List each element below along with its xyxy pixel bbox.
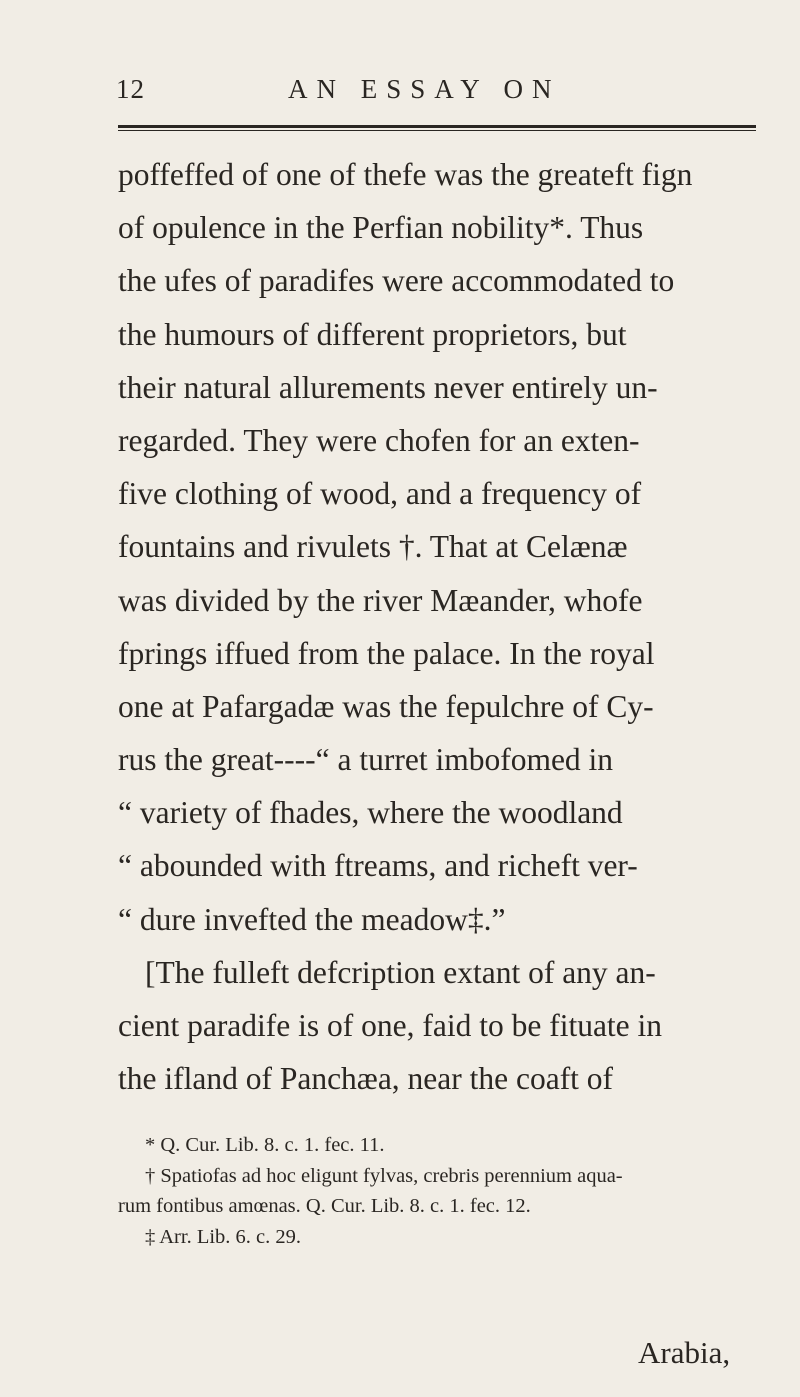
text-line: their natural allurements never entirely un-	[118, 369, 658, 405]
text-line: the humours of different proprietors, but	[118, 316, 627, 352]
text-line: of opulence in the Perfian nobility*. Thus	[118, 210, 644, 246]
footnote: † Spatiofas ad hoc eligunt fylvas, crebris perennium aqua-	[145, 1164, 623, 1187]
text-line: fprings iffued from the palace. In the royal	[118, 635, 655, 671]
text-line: the ufes of paradifes were accommodated to	[118, 263, 675, 299]
text-line: “ abounded with ftreams, and richeft ver-	[118, 848, 638, 884]
text-line: “ variety of fhades, where the woodland	[118, 795, 623, 831]
page-header	[116, 74, 756, 114]
footnote-continuation: rum fontibus amœnas. Q. Cur. Lib. 8. c. 1. fec. 12.	[118, 1195, 531, 1217]
text-line: five clothing of wood, and a frequency of	[118, 476, 642, 512]
header-rule	[118, 125, 756, 131]
text-line: [The fulleft defcription extant of any an-	[145, 954, 656, 990]
footnotes	[118, 1130, 768, 1252]
footnote: ‡ Arr. Lib. 6. c. 29.	[145, 1225, 302, 1248]
text-line: cient paradife is of one, faid to be fituate in	[118, 1008, 663, 1043]
text-line: was divided by the river Mæander, whofe	[118, 582, 643, 618]
text-line: regarded. They were chofen for an exten-	[118, 422, 640, 458]
catchword: Arabia,	[638, 1335, 731, 1370]
footnote: * Q. Cur. Lib. 8. c. 1. fec. 11.	[145, 1134, 385, 1156]
text-line: rus the great----“ a turret imbofomed in	[118, 742, 614, 778]
text-line: fountains and rivulets †. That at Celænæ	[118, 529, 628, 565]
body-text	[118, 148, 768, 1105]
text-line: the ifland of Panchæa, near the coaft of	[118, 1061, 614, 1097]
text-line: one at Pafargadæ was the fepulchre of Cy-	[118, 688, 654, 724]
text-line: poffeffed of one of thefe was the greateft fign	[118, 157, 693, 192]
running-head: AN ESSAY ON	[288, 74, 561, 104]
page-number: 12	[116, 74, 145, 104]
text-line: “ dure invefted the meadow‡.”	[118, 901, 506, 937]
